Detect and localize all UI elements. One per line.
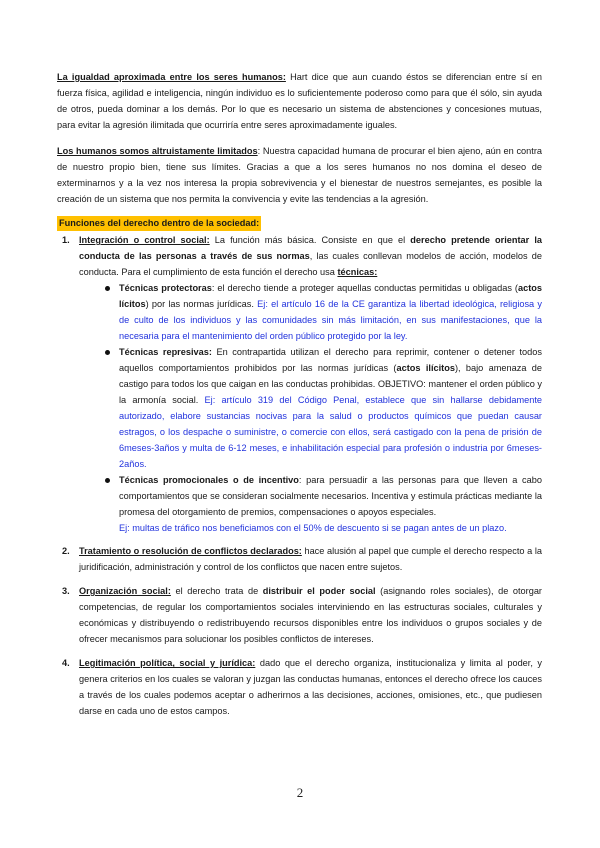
- technique-repressive: [102, 344, 542, 472]
- techniques-list: [79, 280, 542, 536]
- item-number: 4.: [62, 658, 70, 668]
- item-number: 3.: [62, 586, 70, 596]
- bold-run: derecho pretende orientar la conducta de las personas a través de sus normas: [79, 235, 542, 261]
- technique-title: Técnicas promocionales o de incentivo: [119, 475, 299, 485]
- paragraph-altruism: [57, 143, 542, 207]
- technique-repressive-text: [119, 344, 542, 472]
- function-item-conflicts-text: [79, 543, 542, 575]
- text-run: : el derecho tiende a proteger aquellas conductas permitidas u obligadas (: [211, 283, 518, 293]
- bullet-icon: [105, 478, 110, 483]
- page-content: [57, 69, 542, 719]
- text-run: hace alusión al papel que cumple el derecho respecto a la juridificación, administración y control de los conflictos que nacen entre sujetos.: [79, 546, 542, 572]
- paragraph-equality-text: Hart dice que aun cuando éstos se diferencian entre sí en fuerza física, agilidad e inteligencia, ningún individuo es lo suficientemente poderoso como para que él sólo, sin ayuda de otros, pueda dominar a los demás. Por lo que es necesario un sistema de abstenciones y concesiones mutuas, para evitar la agresión ilimitada que ocurriría entre seres aproximadamente iguales.: [57, 72, 542, 130]
- function-item-legitimation-text: [79, 655, 542, 719]
- example-text: Ej: artículo 319 del Código Penal, establece que sin hallarse debidamente autorizado, elabore sustancias nocivas para la salud o productos químicos que puedan causar estragos, o los despache o suministre, o comercie con ellos, será castigado con la pena de prisión de 6meses-3años y multa de 6-12 meses, e inhabilitación especial para profesión o industria por 6meses-2años.: [119, 395, 542, 469]
- paragraph-altruism-text: : Nuestra capacidad humana de procurar el bien ajeno, aún en contra de nuestro propio bien, tiene sus límites. Gracias a que a los seres humanos no nos domina el deseo de exterminarnos y a la vez nos interesa la propia sobrevivencia y el bienestar de nuestros semejantes, es posible la creación de un sistema que nos permita la convivencia y evite las tendencias a la agresión.: [57, 146, 542, 204]
- bullet-icon: [105, 350, 110, 355]
- functions-list: [57, 232, 542, 719]
- text-run: el derecho trata de: [170, 586, 263, 596]
- example-text: Ej: el artículo 16 de la CE garantiza la libertad ideológica, religiosa y de culto de los individuos y las comunidades sin más limitación, en sus manifestaciones, que la necesaria para el mantenimiento del orden público protegido por la ley.: [119, 299, 542, 341]
- text-run: ) por las normas jurídicas.: [145, 299, 258, 309]
- example-text: Ej: multas de tráfico nos beneficiamos con el 50% de descuento si se pagan antes de un plazo.: [119, 523, 507, 533]
- technique-promotional-text: [119, 472, 542, 520]
- bold-run: actos ilícitos: [396, 363, 455, 373]
- function-item-legitimation: [57, 655, 542, 719]
- technique-title: Técnicas represivas:: [119, 347, 212, 357]
- function-item-organization: [57, 583, 542, 647]
- text-run: ), bajo amenaza de castigo para todos los que caigan en las conductas prohibidas. OBJETIVO: mantener el orden público y la armonía social.: [119, 363, 543, 405]
- item-number: 2.: [62, 546, 70, 556]
- technique-protective-text: [119, 280, 542, 344]
- function-item-organization-text: [79, 583, 542, 647]
- function-item-title: Integración o control social:: [79, 235, 210, 245]
- page-number: 2: [296, 785, 304, 800]
- paragraph-equality: [57, 69, 542, 133]
- function-item-title: Legitimación política, social y jurídica:: [79, 658, 256, 668]
- bold-run: distribuir el poder social: [262, 586, 376, 596]
- text-run: En contrapartida utilizan el derecho para reprimir, contener o detener todos aquellos comportamientos prohibidos por las normas jurídicas (: [119, 347, 542, 373]
- paragraph-equality-title: La igualdad aproximada entre los seres humanos:: [57, 72, 286, 82]
- item-number: 1.: [62, 235, 70, 245]
- text-run: : para persuadir a las personas para que lleven a cabo comportamientos que se consideran socialmente necesarios. Incentiva y estimula prácticas mediante la promesa del otorgamiento de premios, compensaciones o apoyos especiales.: [119, 475, 542, 517]
- function-item-integration: [57, 232, 542, 536]
- technique-promotional: [102, 472, 542, 536]
- techniques-label: técnicas:: [337, 267, 378, 277]
- function-item-title: Tratamiento o resolución de conflictos declarados:: [79, 546, 302, 556]
- bold-run: actos lícitos: [119, 283, 542, 309]
- section-heading: Funciones del derecho dentro de la sociedad:: [57, 216, 261, 231]
- bullet-icon: [105, 286, 110, 291]
- function-item-title: Organización social:: [79, 586, 171, 596]
- text-run: (asignando roles sociales), de otorgar competencias, de regular los comportamientos sociales interviniendo en las estructuras sociales, culturales y económicas y distribuyendo o redistribuyendo recursos disponibles entre los individuos o grupos sociales y de ofrecer mecanismos para solucionar los posibles conflictos de intereses.: [79, 586, 542, 644]
- text-run: La función más básica. Consiste en que el: [209, 235, 411, 245]
- paragraph-altruism-title: Los humanos somos altruistamente limitados: [57, 146, 258, 156]
- function-item-integration-text: [79, 232, 542, 280]
- text-run: , las cuales conllevan modelos de acción, modelos de conducta. Para el cumplimiento de esta función el derecho usa: [79, 251, 542, 277]
- technique-protective: [102, 280, 542, 344]
- function-item-conflicts: [57, 543, 542, 575]
- text-run: dado que el derecho organiza, institucionaliza y limita al poder, y genera criterios en los cuales se valoran y juzgan las conductas humanas, entonces el derecho ofrece los cauces a través de los cuales podemos aceptar o adherirnos a las decisiones, acciones, omisiones, etc., que pudiesen darse en cada uno de estos campos.: [79, 658, 542, 716]
- technique-title: Técnicas protectoras: [119, 283, 212, 293]
